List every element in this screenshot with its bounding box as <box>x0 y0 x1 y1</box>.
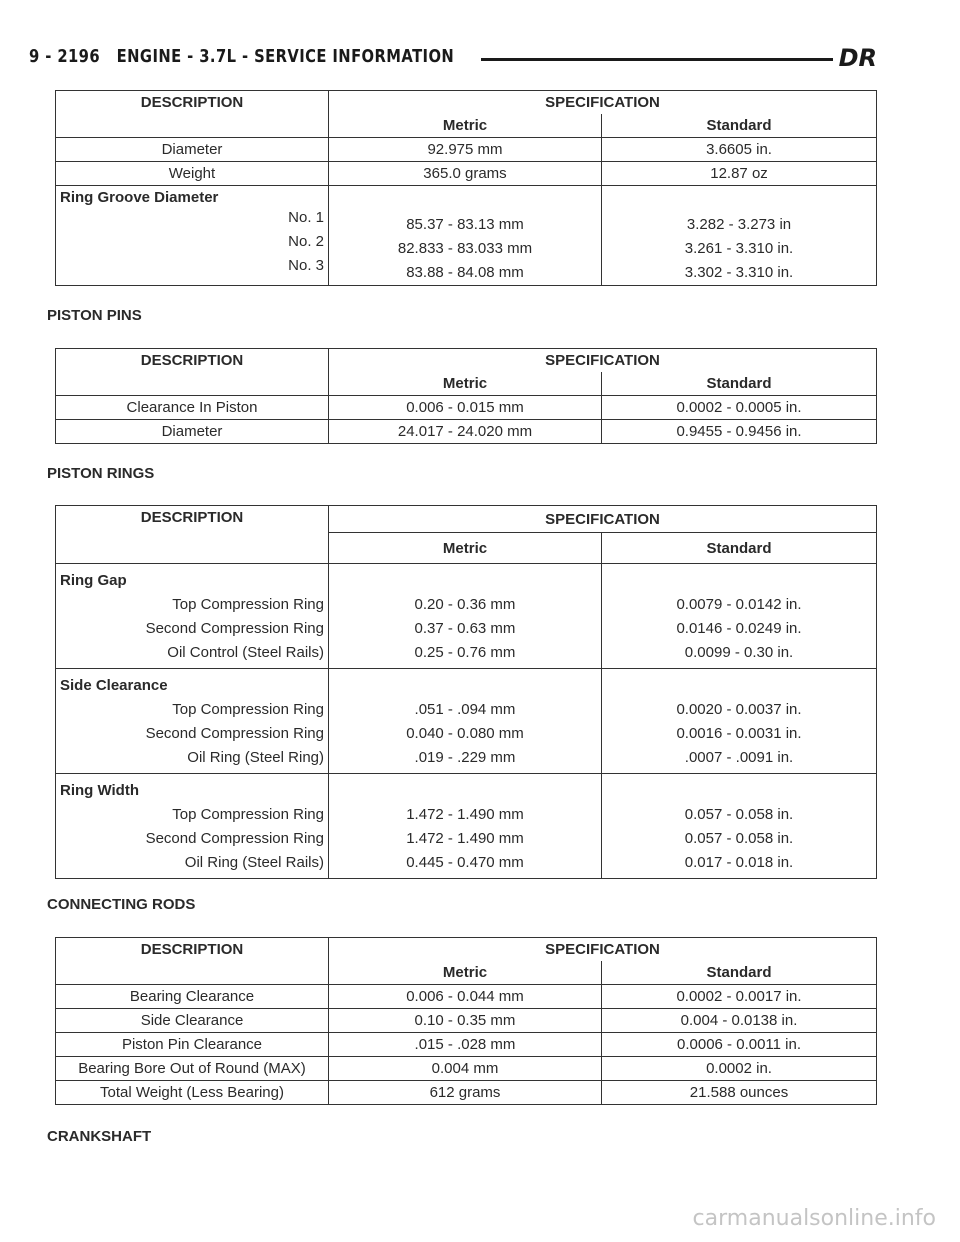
group-row <box>56 186 877 286</box>
group-standard-cell <box>602 774 877 879</box>
group-item-metric: 1.472 - 1.490 mm <box>406 830 524 847</box>
row-metric: 612 grams <box>329 1081 602 1105</box>
group-title: Ring Gap <box>60 572 127 589</box>
group-item-metric: 85.37 - 83.13 mm <box>406 216 524 233</box>
group-metric-cell <box>329 186 602 286</box>
row-metric: 0.006 - 0.015 mm <box>329 396 602 420</box>
row-metric: 92.975 mm <box>329 138 602 162</box>
row-standard: 12.87 oz <box>602 162 877 186</box>
page-header <box>29 44 877 76</box>
group-item-label: Top Compression Ring <box>172 701 324 718</box>
model-badge: DR <box>838 44 877 72</box>
standard-header: Standard <box>602 114 877 138</box>
row-description: Weight <box>56 162 329 186</box>
row-metric: 0.10 - 0.35 mm <box>329 1009 602 1033</box>
row-description: Bearing Bore Out of Round (MAX) <box>56 1057 329 1081</box>
group-item-standard: 0.0099 - 0.30 in. <box>684 644 794 661</box>
specification-header: SPECIFICATION <box>329 938 877 962</box>
group-cell <box>56 669 329 774</box>
group-item-standard: 0.057 - 0.058 in. <box>684 830 794 847</box>
group-row <box>56 564 877 669</box>
specification-header: SPECIFICATION <box>329 91 877 115</box>
section-title-piston-pins: PISTON PINS <box>47 307 142 324</box>
group-item-standard: 0.0020 - 0.0037 in. <box>676 701 802 718</box>
table-header-row <box>56 938 877 962</box>
row-standard: 0.004 - 0.0138 in. <box>602 1009 877 1033</box>
row-standard: 21.588 ounces <box>602 1081 877 1105</box>
table-row <box>56 1009 877 1033</box>
group-item-standard: 3.282 - 3.273 in <box>686 216 792 233</box>
group-item-standard: 0.057 - 0.058 in. <box>684 806 794 823</box>
group-item-metric: 1.472 - 1.490 mm <box>406 806 524 823</box>
table-row <box>56 1057 877 1081</box>
group-item-metric: 0.445 - 0.470 mm <box>406 854 524 871</box>
group-item-label: No. 1 <box>288 209 324 226</box>
group-item-metric: 0.20 - 0.36 mm <box>414 596 516 613</box>
row-description: Side Clearance <box>56 1009 329 1033</box>
row-description: Diameter <box>56 420 329 444</box>
group-item-metric: 0.37 - 0.63 mm <box>414 620 516 637</box>
group-item-metric: 0.25 - 0.76 mm <box>414 644 516 661</box>
group-cell <box>56 564 329 669</box>
row-standard: 3.6605 in. <box>602 138 877 162</box>
group-item-label: Top Compression Ring <box>172 596 324 613</box>
group-item-standard: .0007 - .0091 in. <box>684 749 794 766</box>
group-metric-cell <box>329 669 602 774</box>
specification-header: SPECIFICATION <box>329 349 877 373</box>
section-title-crankshaft: CRANKSHAFT <box>47 1128 152 1145</box>
group-row <box>56 774 877 879</box>
group-item-label: Top Compression Ring <box>172 806 324 823</box>
group-item-metric: 83.88 - 84.08 mm <box>406 264 524 281</box>
description-header: DESCRIPTION <box>56 349 329 396</box>
group-item-label: Oil Ring (Steel Ring) <box>187 749 324 766</box>
group-item-label: Second Compression Ring <box>145 620 324 637</box>
group-item-standard: 0.0016 - 0.0031 in. <box>676 725 802 742</box>
table-row <box>56 396 877 420</box>
row-description: Diameter <box>56 138 329 162</box>
metric-header: Metric <box>329 533 602 564</box>
row-metric: .015 - .028 mm <box>329 1033 602 1057</box>
group-title: Ring Width <box>60 782 140 799</box>
group-standard-cell <box>602 186 877 286</box>
group-item-standard: 0.017 - 0.018 in. <box>684 854 794 871</box>
metric-header: Metric <box>329 114 602 138</box>
group-title: Side Clearance <box>60 677 168 694</box>
row-standard: 0.0006 - 0.0011 in. <box>602 1033 877 1057</box>
group-cell <box>56 186 329 286</box>
table-row <box>56 162 877 186</box>
group-standard-cell <box>602 669 877 774</box>
group-item-metric: .051 - .094 mm <box>414 701 516 718</box>
table-row <box>56 420 877 444</box>
row-metric: 365.0 grams <box>329 162 602 186</box>
section-title-piston-rings: PISTON RINGS <box>47 465 155 482</box>
standard-header: Standard <box>602 372 877 396</box>
group-item-metric: 0.040 - 0.080 mm <box>406 725 524 742</box>
group-item-metric: .019 - .229 mm <box>414 749 516 766</box>
row-description: Bearing Clearance <box>56 985 329 1009</box>
standard-header: Standard <box>602 533 877 564</box>
group-item-label: Oil Control (Steel Rails) <box>167 644 324 661</box>
table-row <box>56 138 877 162</box>
table-header-row <box>56 506 877 533</box>
group-metric-cell <box>329 564 602 669</box>
row-metric: 0.006 - 0.044 mm <box>329 985 602 1009</box>
group-cell <box>56 774 329 879</box>
description-header: DESCRIPTION <box>56 506 329 564</box>
watermark: carmanualsonline.info <box>692 1206 936 1231</box>
table-header-row <box>56 349 877 373</box>
section-title-connecting-rods: CONNECTING RODS <box>47 896 196 913</box>
standard-header: Standard <box>602 961 877 985</box>
table-row <box>56 1033 877 1057</box>
group-item-label: Second Compression Ring <box>145 830 324 847</box>
group-metric-cell <box>329 774 602 879</box>
description-header: DESCRIPTION <box>56 938 329 985</box>
row-description: Clearance In Piston <box>56 396 329 420</box>
metric-header: Metric <box>329 372 602 396</box>
group-item-standard: 3.302 - 3.310 in. <box>684 264 794 281</box>
metric-header: Metric <box>329 961 602 985</box>
group-item-label: Oil Ring (Steel Rails) <box>184 854 324 871</box>
group-standard-cell <box>602 564 877 669</box>
row-metric: 24.017 - 24.020 mm <box>329 420 602 444</box>
group-row <box>56 669 877 774</box>
group-item-label: Second Compression Ring <box>145 725 324 742</box>
row-description: Piston Pin Clearance <box>56 1033 329 1057</box>
group-item-standard: 0.0079 - 0.0142 in. <box>676 596 802 613</box>
table-row <box>56 985 877 1009</box>
table-row <box>56 1081 877 1105</box>
row-standard: 0.0002 in. <box>602 1057 877 1081</box>
group-item-label: No. 3 <box>288 257 324 274</box>
table-header-row <box>56 91 877 115</box>
row-standard: 0.0002 - 0.0005 in. <box>602 396 877 420</box>
group-item-metric: 82.833 - 83.033 mm <box>397 240 533 257</box>
group-item-standard: 3.261 - 3.310 in. <box>684 240 794 257</box>
group-title: Ring Groove Diameter <box>60 189 219 206</box>
pistons-table <box>55 90 877 286</box>
row-metric: 0.004 mm <box>329 1057 602 1081</box>
row-standard: 0.9455 - 0.9456 in. <box>602 420 877 444</box>
connecting-rods-table <box>55 937 877 1105</box>
piston-pins-table <box>55 348 877 444</box>
group-item-label: No. 2 <box>288 233 324 250</box>
row-description: Total Weight (Less Bearing) <box>56 1081 329 1105</box>
group-item-standard: 0.0146 - 0.0249 in. <box>676 620 802 637</box>
header-rule <box>481 58 833 61</box>
row-standard: 0.0002 - 0.0017 in. <box>602 985 877 1009</box>
page-reference: 9 - 2196 ENGINE - 3.7L - SERVICE INFORMATION <box>29 46 455 67</box>
piston-rings-table <box>55 505 877 879</box>
specification-header: SPECIFICATION <box>329 506 877 533</box>
description-header: DESCRIPTION <box>56 91 329 138</box>
